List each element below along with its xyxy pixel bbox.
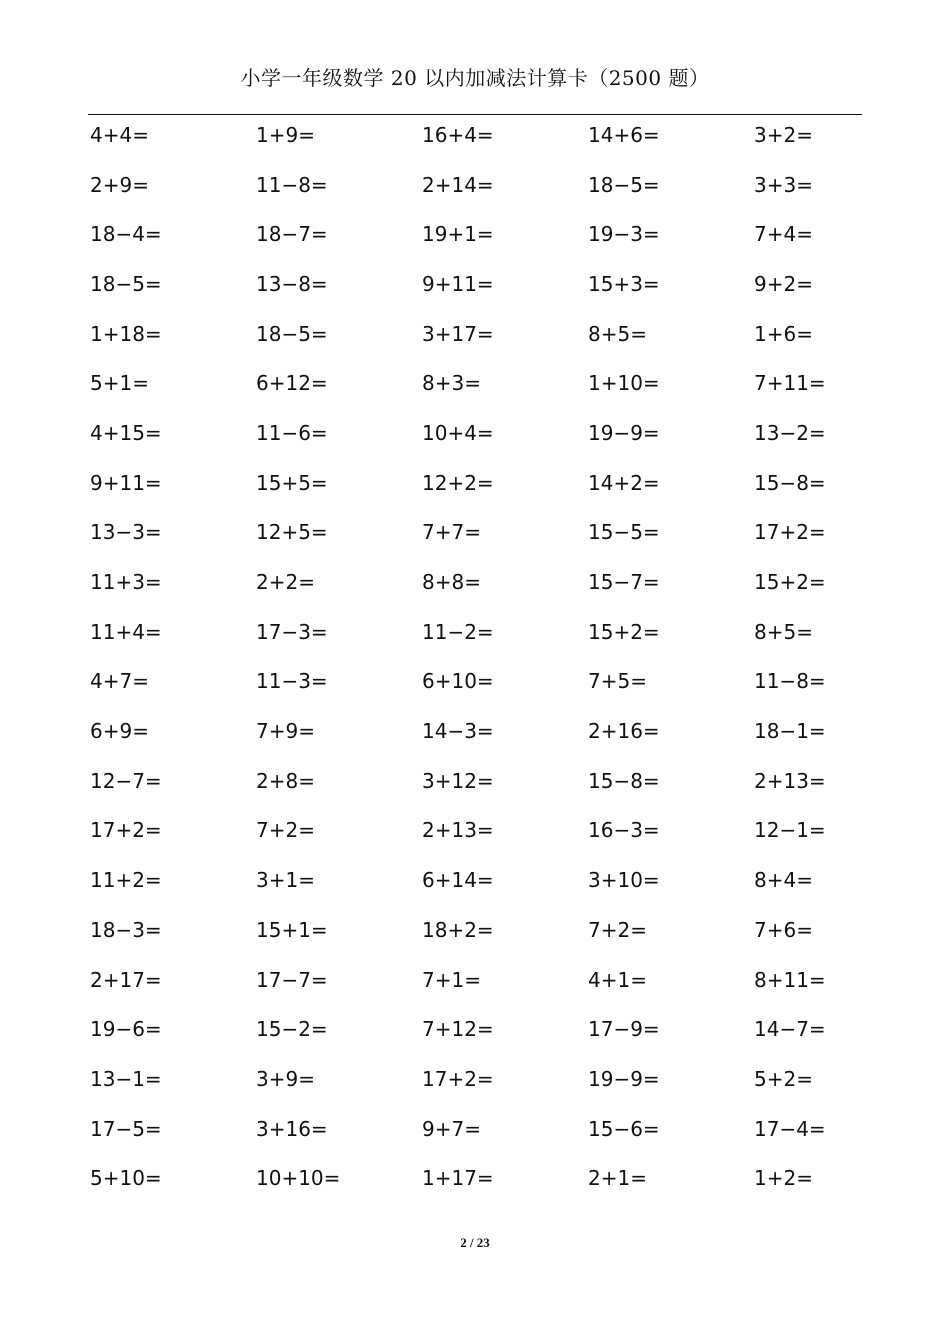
- math-problem: 8+4=: [754, 868, 813, 893]
- math-problem: 15−5=: [588, 520, 660, 545]
- problem-row: [90, 806, 930, 856]
- math-problem: 15−7=: [588, 570, 660, 595]
- math-problem: 17−7=: [256, 967, 328, 992]
- math-problem: 19−9=: [588, 420, 660, 445]
- math-problem: 7+6=: [754, 917, 813, 942]
- math-problem: 18−5=: [90, 271, 162, 296]
- math-problem: 8+11=: [754, 967, 826, 992]
- math-problem: 18−7=: [256, 222, 328, 247]
- math-problem: 18−4=: [90, 222, 162, 247]
- math-problem: 5+10=: [90, 1166, 162, 1191]
- math-problem: 7+7=: [422, 520, 481, 545]
- math-problem: 19+1=: [422, 222, 494, 247]
- problem-row: [90, 160, 930, 210]
- math-problem: 1+10=: [588, 371, 660, 396]
- problem-grid: [90, 110, 930, 1203]
- problem-row: [90, 1104, 930, 1154]
- math-problem: 7+11=: [754, 371, 826, 396]
- math-problem: 18−5=: [256, 321, 328, 346]
- problem-row: [90, 607, 930, 657]
- math-problem: 2+2=: [256, 570, 315, 595]
- math-problem: 13−8=: [256, 271, 328, 296]
- math-problem: 13−1=: [90, 1066, 162, 1091]
- math-problem: 17−4=: [754, 1116, 826, 1141]
- page-number: 2 / 23: [460, 1235, 490, 1250]
- math-problem: 11+4=: [90, 619, 162, 644]
- math-problem: 6+12=: [256, 371, 328, 396]
- math-problem: 8+3=: [422, 371, 481, 396]
- problem-row: [90, 458, 930, 508]
- math-problem: 1+9=: [256, 122, 315, 147]
- math-problem: 11−8=: [256, 172, 328, 197]
- math-problem: 17−5=: [90, 1116, 162, 1141]
- math-problem: 4+1=: [588, 967, 647, 992]
- math-problem: 2+17=: [90, 967, 162, 992]
- math-problem: 16+4=: [422, 122, 494, 147]
- math-problem: 12+5=: [256, 520, 328, 545]
- math-problem: 7+1=: [422, 967, 481, 992]
- math-problem: 17+2=: [90, 818, 162, 843]
- math-problem: 7+4=: [754, 222, 813, 247]
- math-problem: 3+1=: [256, 868, 315, 893]
- math-problem: 2+9=: [90, 172, 149, 197]
- math-problem: 14+2=: [588, 470, 660, 495]
- math-problem: 15+2=: [588, 619, 660, 644]
- math-problem: 15−8=: [754, 470, 826, 495]
- math-problem: 7+5=: [588, 669, 647, 694]
- math-problem: 17−3=: [256, 619, 328, 644]
- math-problem: 11−2=: [422, 619, 494, 644]
- math-problem: 12−1=: [754, 818, 826, 843]
- problem-row: [90, 855, 930, 905]
- math-problem: 1+18=: [90, 321, 162, 346]
- math-problem: 11−6=: [256, 420, 328, 445]
- math-problem: 14−7=: [754, 1017, 826, 1042]
- math-problem: 3+17=: [422, 321, 494, 346]
- math-problem: 4+7=: [90, 669, 149, 694]
- math-problem: 18−3=: [90, 917, 162, 942]
- problem-row: [90, 1004, 930, 1054]
- math-problem: 1+17=: [422, 1166, 494, 1191]
- math-problem: 2+13=: [754, 768, 826, 793]
- math-problem: 16−3=: [588, 818, 660, 843]
- math-problem: 2+1=: [588, 1166, 647, 1191]
- problem-row: [90, 358, 930, 408]
- math-problem: 17−9=: [588, 1017, 660, 1042]
- page-title: 小学一年级数学 20 以内加减法计算卡（2500 题）: [240, 66, 710, 90]
- math-problem: 9+11=: [90, 470, 162, 495]
- problem-row: [90, 905, 930, 955]
- math-problem: 1+2=: [754, 1166, 813, 1191]
- math-problem: 5+2=: [754, 1066, 813, 1091]
- problem-row: [90, 756, 930, 806]
- problem-row: [90, 309, 930, 359]
- problem-row: [90, 110, 930, 160]
- math-problem: 9+11=: [422, 271, 494, 296]
- math-problem: 3+9=: [256, 1066, 315, 1091]
- problem-row: [90, 508, 930, 558]
- math-problem: 7+2=: [256, 818, 315, 843]
- math-problem: 2+14=: [422, 172, 494, 197]
- math-problem: 15+5=: [256, 470, 328, 495]
- math-problem: 17+2=: [422, 1066, 494, 1091]
- math-problem: 12−7=: [90, 768, 162, 793]
- math-problem: 3+3=: [754, 172, 813, 197]
- math-problem: 6+9=: [90, 719, 149, 744]
- problem-row: [90, 1054, 930, 1104]
- math-problem: 3+2=: [754, 122, 813, 147]
- problem-row: [90, 1153, 930, 1203]
- math-problem: 15−2=: [256, 1017, 328, 1042]
- math-problem: 19−9=: [588, 1066, 660, 1091]
- math-problem: 4+15=: [90, 420, 162, 445]
- math-problem: 15−6=: [588, 1116, 660, 1141]
- math-problem: 19−3=: [588, 222, 660, 247]
- math-problem: 4+4=: [90, 122, 149, 147]
- math-problem: 18−1=: [754, 719, 826, 744]
- math-problem: 6+10=: [422, 669, 494, 694]
- problem-row: [90, 557, 930, 607]
- math-problem: 13−3=: [90, 520, 162, 545]
- math-problem: 10+10=: [256, 1166, 341, 1191]
- math-problem: 8+5=: [588, 321, 647, 346]
- math-problem: 2+16=: [588, 719, 660, 744]
- problem-row: [90, 209, 930, 259]
- math-problem: 15+1=: [256, 917, 328, 942]
- math-problem: 13−2=: [754, 420, 826, 445]
- math-problem: 3+16=: [256, 1116, 328, 1141]
- math-problem: 11+2=: [90, 868, 162, 893]
- math-problem: 15+2=: [754, 570, 826, 595]
- math-problem: 11−8=: [754, 669, 826, 694]
- problem-row: [90, 955, 930, 1005]
- math-problem: 8+8=: [422, 570, 481, 595]
- math-problem: 7+2=: [588, 917, 647, 942]
- math-problem: 11−3=: [256, 669, 328, 694]
- math-problem: 15−8=: [588, 768, 660, 793]
- problem-row: [90, 408, 930, 458]
- math-problem: 3+10=: [588, 868, 660, 893]
- math-problem: 2+13=: [422, 818, 494, 843]
- math-problem: 9+7=: [422, 1116, 481, 1141]
- math-problem: 3+12=: [422, 768, 494, 793]
- math-problem: 18−5=: [588, 172, 660, 197]
- math-problem: 1+6=: [754, 321, 813, 346]
- math-problem: 17+2=: [754, 520, 826, 545]
- math-problem: 8+5=: [754, 619, 813, 644]
- math-problem: 19−6=: [90, 1017, 162, 1042]
- problem-row: [90, 259, 930, 309]
- math-problem: 12+2=: [422, 470, 494, 495]
- math-problem: 2+8=: [256, 768, 315, 793]
- problem-row: [90, 706, 930, 756]
- math-problem: 18+2=: [422, 917, 494, 942]
- math-problem: 6+14=: [422, 868, 494, 893]
- math-problem: 10+4=: [422, 420, 494, 445]
- math-problem: 7+9=: [256, 719, 315, 744]
- math-problem: 11+3=: [90, 570, 162, 595]
- math-problem: 15+3=: [588, 271, 660, 296]
- problem-row: [90, 657, 930, 707]
- math-problem: 7+12=: [422, 1017, 494, 1042]
- math-problem: 5+1=: [90, 371, 149, 396]
- math-problem: 9+2=: [754, 271, 813, 296]
- math-problem: 14+6=: [588, 122, 660, 147]
- math-problem: 14−3=: [422, 719, 494, 744]
